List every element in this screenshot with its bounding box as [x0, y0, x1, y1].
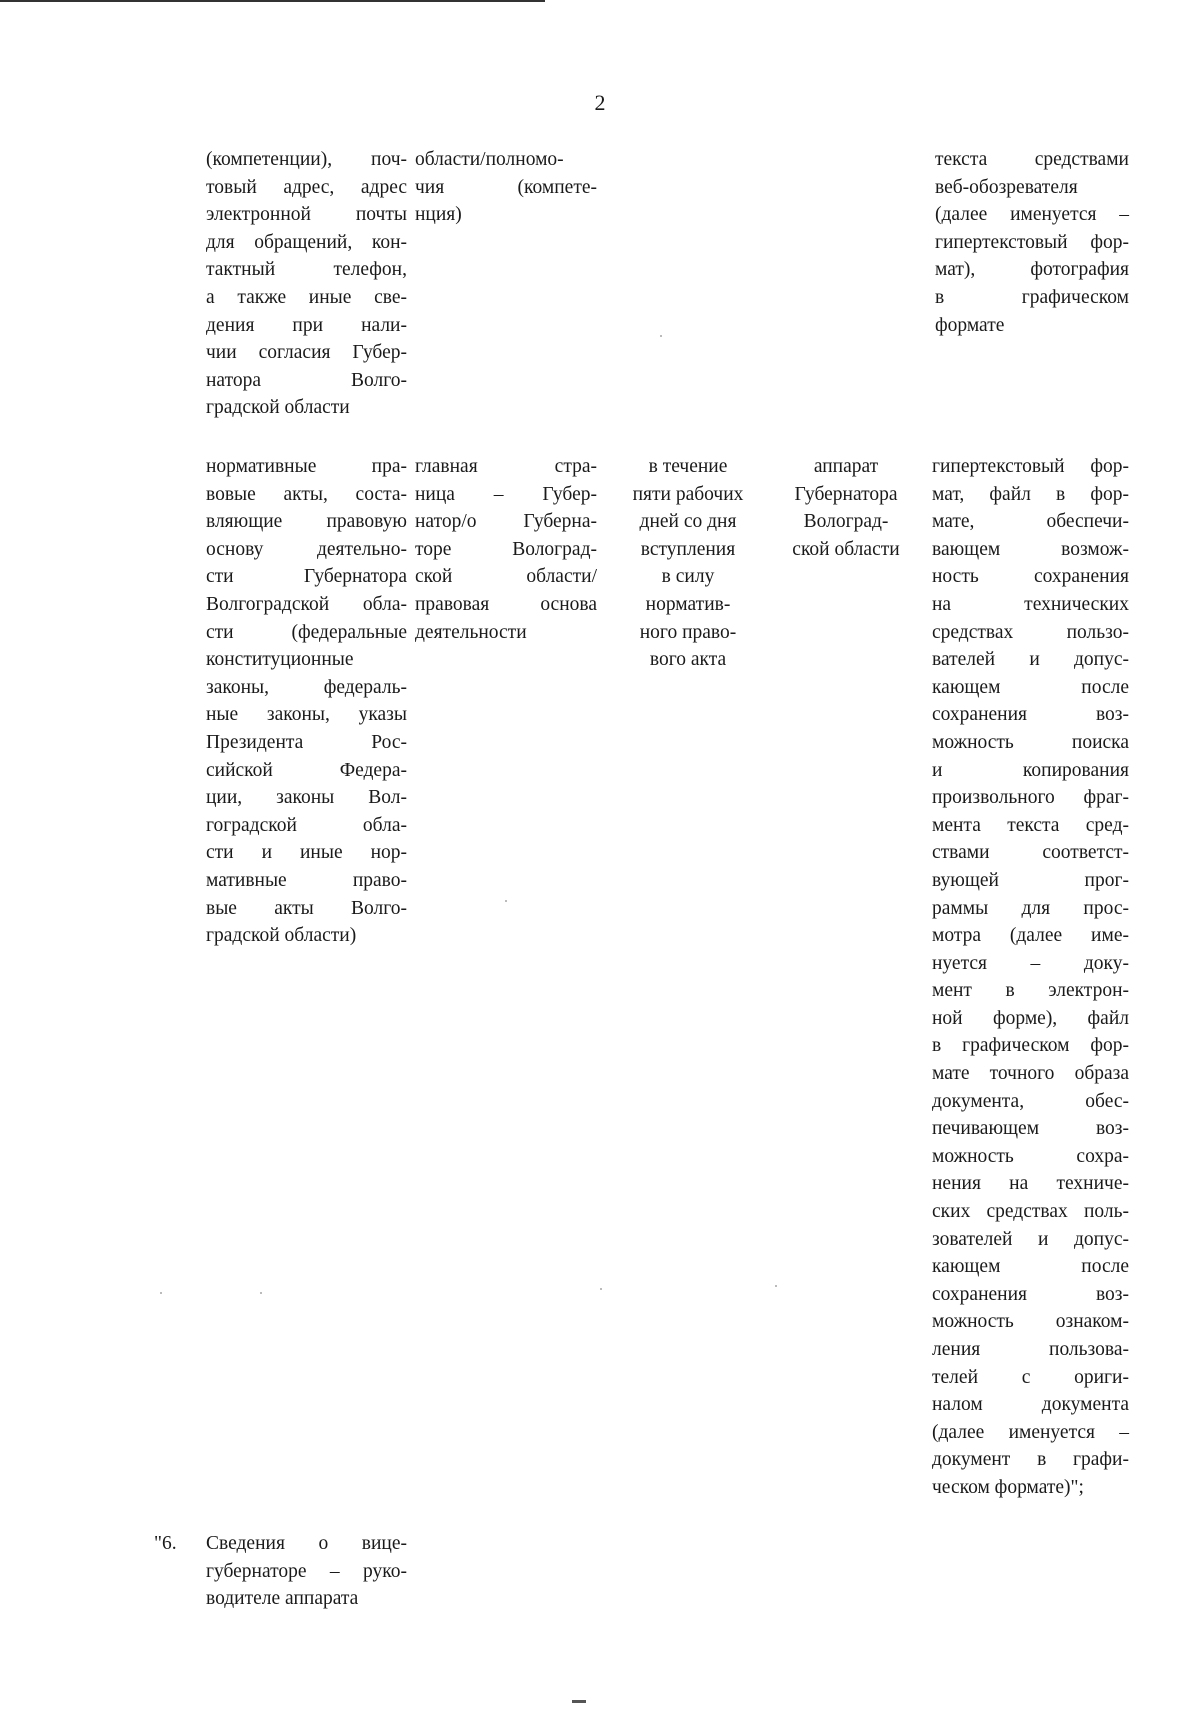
text-line: ного право- [639, 621, 737, 643]
text-line: произвольного фраг- [932, 787, 1129, 809]
row2-col5-text [932, 453, 1129, 1502]
text-line: ной форме), файл [932, 1007, 1129, 1029]
text-line: сти Губернатора [206, 566, 407, 588]
text-line: вующей прог- [932, 869, 1129, 891]
text-line: мат), фотография [935, 259, 1129, 281]
text-line: нция) [415, 204, 462, 226]
text-line: чии согласия Губер- [206, 342, 407, 364]
text-line: чия (компете- [415, 176, 597, 198]
text-line: в графическом [935, 286, 1129, 308]
text-line: нения на техниче- [932, 1173, 1129, 1195]
text-line: сохранения воз- [932, 1283, 1129, 1305]
text-line: градской области) [206, 925, 357, 947]
top-border-line [0, 0, 545, 2]
text-line: в силу [661, 566, 715, 588]
row3-item-number: "6. [154, 1533, 177, 1554]
text-line: мате точного образа [932, 1063, 1129, 1085]
text-line: законы, федераль- [206, 676, 407, 698]
text-line: ции, законы Вол- [206, 787, 407, 809]
text-line: основу деятельно- [206, 538, 407, 560]
text-line: ской области [792, 538, 900, 560]
text-line: и копирования [932, 759, 1129, 781]
text-line: печивающем воз- [932, 1118, 1129, 1140]
text-line: на технических [932, 593, 1129, 615]
text-line: мат, файл в фор- [932, 483, 1129, 505]
row3-col1-text [206, 1530, 407, 1613]
text-line: Сведения о вице- [206, 1533, 407, 1554]
text-line: Волоград- [803, 511, 889, 533]
row1-col1-text [206, 146, 407, 422]
scan-speck [660, 335, 662, 337]
text-line: дней со дня [639, 511, 737, 533]
scan-speck [160, 1292, 162, 1294]
text-line: зователей и допус- [932, 1228, 1129, 1250]
text-line: веб-обозревателя [935, 176, 1078, 198]
text-line: можность ознаком- [932, 1311, 1129, 1333]
text-line: мативные право- [206, 869, 407, 891]
text-line: мате, обеспечи- [932, 511, 1129, 533]
text-line: ность сохранения [932, 566, 1129, 588]
text-line: вые акты Волго- [206, 897, 407, 919]
row1-col5-text [935, 146, 1129, 339]
text-line: мента текста сред- [932, 814, 1129, 836]
text-line: раммы для прос- [932, 897, 1129, 919]
text-line: (далее именуется – [932, 1421, 1129, 1443]
text-line: Президента Рос- [206, 731, 407, 753]
text-line: в графическом фор- [932, 1035, 1129, 1057]
text-line: конституционные [206, 649, 354, 671]
text-line: вающем возмож- [932, 538, 1129, 560]
text-line: дения при нали- [206, 314, 407, 336]
text-line: главная стра- [415, 456, 597, 477]
text-line: вступления [640, 538, 736, 560]
text-line: сохранения воз- [932, 704, 1129, 726]
text-line: электронной почты [206, 204, 407, 226]
text-line: торе Волоград- [415, 538, 597, 560]
text-line: губернаторе – руко- [206, 1560, 407, 1582]
next-page-mark [572, 1700, 586, 1703]
row2-col2-text [415, 453, 597, 646]
text-line: градской области [206, 397, 350, 419]
text-line: (компетенции), поч- [206, 149, 407, 170]
text-line: формате [935, 314, 1005, 336]
text-line: ления пользова- [932, 1339, 1129, 1360]
text-line: гипертекстовый фор- [932, 456, 1129, 477]
text-line: сти (федеральные [206, 621, 407, 643]
text-line: гоградской обла- [206, 814, 407, 836]
text-line: Волгоградской обла- [206, 593, 407, 615]
scan-speck [600, 1288, 602, 1290]
text-line: вателей и допус- [932, 649, 1129, 671]
text-line: сийской Федера- [206, 759, 407, 781]
text-line: а также иные све- [206, 286, 407, 308]
row1-col2-text [415, 146, 597, 229]
page-number: 2 [594, 90, 606, 115]
text-line: мент в электрон- [932, 980, 1129, 1002]
scan-speck [260, 1292, 262, 1294]
text-line: кающем после [932, 1256, 1129, 1278]
row2-col3-text [618, 453, 758, 674]
text-line: мотра (далее име- [932, 925, 1129, 947]
text-line: натор/о Губерна- [415, 511, 597, 533]
text-line: норматив- [645, 593, 731, 615]
text-line: налом документа [932, 1394, 1129, 1416]
text-line: нуется – доку- [932, 952, 1129, 974]
text-line: сти и иные нор- [206, 842, 407, 864]
text-line: нормативные пра- [206, 456, 407, 477]
text-line: (далее именуется – [935, 204, 1129, 226]
scan-speck [775, 1285, 777, 1287]
text-line: деятельности [415, 621, 527, 643]
text-line: правовая основа [415, 593, 597, 615]
text-line: натора Волго- [206, 369, 407, 391]
text-line: вого акта [649, 649, 727, 671]
text-line: текста средствами [935, 149, 1129, 170]
text-line: области/полномо- [415, 149, 564, 170]
row2-col4-text [775, 453, 917, 563]
text-line: кающем после [932, 676, 1129, 698]
text-line: документ в графи- [932, 1449, 1129, 1471]
text-line: ской области/ [415, 566, 597, 588]
text-line: аппарат [813, 456, 879, 477]
text-line: гипертекстовый фор- [935, 231, 1129, 253]
text-line: ствами соответст- [932, 842, 1129, 864]
text-line: тактный телефон, [206, 259, 407, 281]
text-line: ные законы, указы [206, 704, 407, 726]
text-line: можность поиска [932, 731, 1129, 753]
row2-col1-text [206, 453, 407, 950]
text-line: для обращений, кон- [206, 231, 407, 253]
text-line: вовые акты, соста- [206, 483, 407, 505]
text-line: Губернатора [794, 483, 898, 505]
text-line: ница – Губер- [415, 483, 597, 505]
scan-speck [505, 900, 507, 902]
text-line: документа, обес- [932, 1090, 1129, 1112]
text-line: ских средствах поль- [932, 1201, 1129, 1223]
text-line: водителе аппарата [206, 1588, 359, 1610]
text-line: телей с ориги- [932, 1366, 1129, 1388]
text-line: можность сохра- [932, 1145, 1129, 1167]
text-line: средствах пользо- [932, 621, 1129, 643]
text-line: товый адрес, адрес [206, 176, 407, 198]
text-line: ческом формате)"; [932, 1476, 1084, 1498]
text-line: вляющие правовую [206, 511, 407, 533]
text-line: в течение [648, 456, 728, 477]
text-line: пяти рабочих [632, 483, 744, 505]
